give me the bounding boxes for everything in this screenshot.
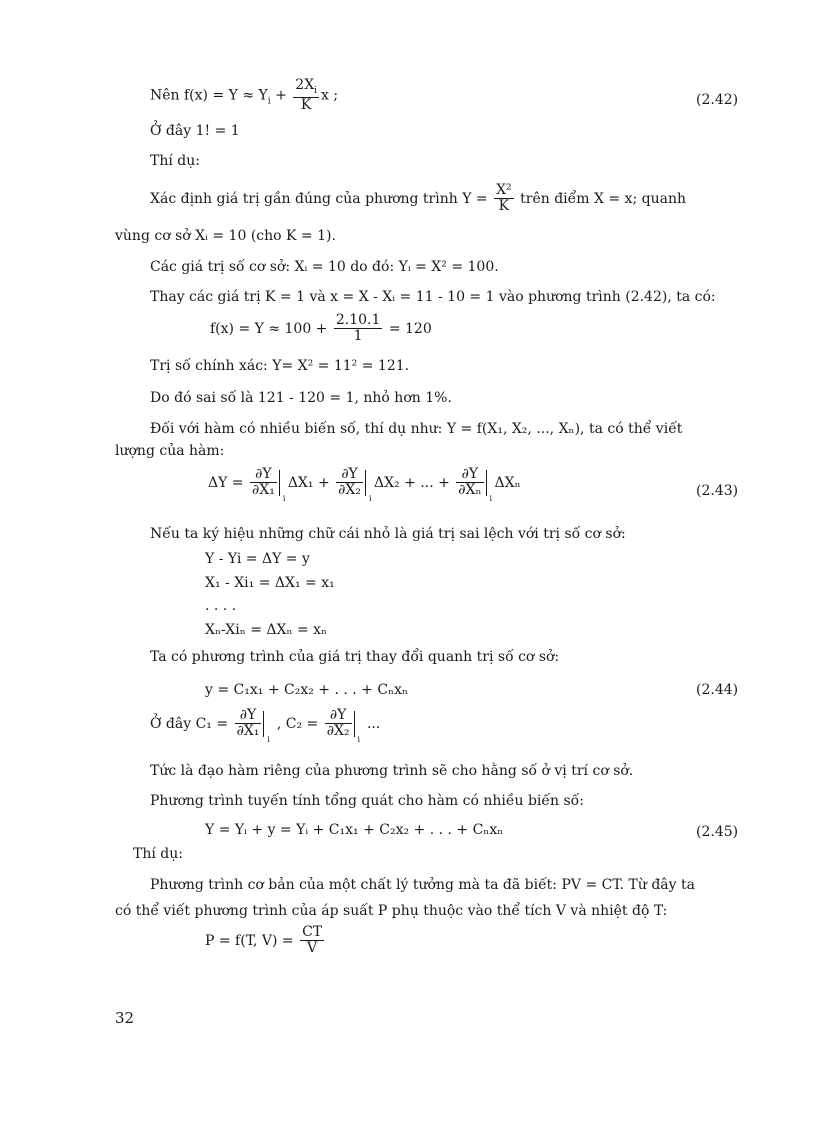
subscript: i <box>267 735 270 745</box>
paragraph-line: Tức là đạo hàm riêng của phương trình sẽ cho hằng số ở vị trí cơ sở. <box>150 763 634 779</box>
frac-num: ∂Y <box>456 467 483 483</box>
frac-den: K <box>498 198 510 215</box>
text-run: trên điểm X = x; quanh <box>515 190 687 207</box>
frac-num: X² <box>496 182 512 198</box>
partial-fraction <box>456 467 483 499</box>
eq-text: , C₂ = <box>272 715 323 732</box>
paragraph-line: Thí dụ: <box>133 846 183 862</box>
equation-2-45: Y = Yᵢ + y = Yᵢ + C₁x₁ + C₂x₂ + . . . + Cₙxₙ <box>205 822 504 838</box>
equation-line <box>210 313 432 345</box>
equation-line: Xₙ-Xiₙ = ΔXₙ = xₙ <box>205 622 328 638</box>
paragraph-line: Thí dụ: <box>150 153 200 169</box>
equation-line: . . . . <box>205 598 237 614</box>
paragraph-line: Phương trình tuyến tính tổng quát cho hàm có nhiều biến số: <box>150 793 584 809</box>
partial-fraction <box>336 467 363 499</box>
equation-line: X₁ - Xi₁ = ΔX₁ = x₁ <box>205 575 335 591</box>
frac-den: 1 <box>353 328 363 345</box>
paragraph-line: Do đó sai số là 121 - 120 = 1, nhỏ hơn 1%. <box>150 390 452 406</box>
paragraph-line: Các giá trị số cơ sở: Xᵢ = 10 do đó: Yᵢ = X² = 100. <box>150 259 499 275</box>
paragraph-line: Nếu ta ký hiệu những chữ cái nhỏ là giá trị sai lệch với trị số cơ sở: <box>150 526 626 542</box>
subscript: i <box>489 494 493 504</box>
fraction <box>494 183 514 215</box>
subscript: i <box>282 494 286 504</box>
equation-2-43 <box>208 466 521 504</box>
equation-line <box>150 707 381 745</box>
subscript: i <box>314 85 318 96</box>
frac-num: ∂Y <box>250 467 277 483</box>
paragraph-line: Trị số chính xác: Y= X² = 11² = 121. <box>150 358 410 374</box>
evaluation-bar <box>263 711 270 745</box>
fraction <box>293 78 319 113</box>
eq-text: x ; <box>321 87 339 104</box>
paragraph-line: Phương trình cơ bản của một chất lý tưởng mà ta đã biết: PV = CT. Từ đây ta <box>150 877 695 893</box>
paragraph-line: lượng của hàm: <box>115 443 225 459</box>
evaluation-bar <box>354 711 361 745</box>
paragraph-line: Đối với hàm có nhiều biến số, thí dụ như: Y = f(X₁, X₂, ..., Xₙ), ta có thể viết <box>150 421 683 437</box>
eq-text: ΔXₙ <box>494 474 521 491</box>
paragraph-line: Ở đây 1! = 1 <box>150 123 240 139</box>
eq-text: Ở đây C₁ = <box>150 715 233 732</box>
frac-num: 2.10.1 <box>335 312 381 328</box>
eq-text: f(x) = Y ≈ 100 + <box>210 320 332 337</box>
subscript: i <box>267 96 271 107</box>
eq-text: = 120 <box>384 320 432 337</box>
text-run: Xác định giá trị gần đúng của phương trình Y = <box>150 190 493 207</box>
frac-den: V <box>307 940 318 957</box>
paragraph-line: vùng cơ sở Xᵢ = 10 (cho K = 1). <box>115 228 336 244</box>
frac-den: K <box>300 96 312 113</box>
eq-text: + <box>270 87 292 104</box>
equation-line: Y - Yi = ΔY = y <box>205 551 310 567</box>
eq-text: ΔY = <box>208 474 248 491</box>
frac-den: ∂X₂ <box>326 723 350 740</box>
eq-text: Nên f(x) = Y ≈ Y <box>150 87 268 104</box>
frac-num: ∂Y <box>235 708 262 724</box>
frac-num: 2X <box>295 77 315 93</box>
frac-den: ∂X₁ <box>251 482 275 499</box>
evaluation-bar <box>365 470 372 504</box>
equation-number: (2.42) <box>696 92 739 108</box>
equation-2-44: y = C₁x₁ + C₂x₂ + . . . + Cₙxₙ <box>205 682 409 698</box>
eq-text: ΔX₁ + <box>287 474 335 491</box>
equation-number: (2.44) <box>696 682 739 698</box>
eq-text: P = f(T, V) = <box>205 932 299 949</box>
subscript: i <box>368 494 372 504</box>
equation-number: (2.45) <box>696 824 739 840</box>
page-number: 32 <box>115 1009 135 1027</box>
frac-den: ∂X₂ <box>338 482 361 499</box>
eq-text: ΔX₂ + ... + <box>373 474 455 491</box>
equation-number: (2.43) <box>696 483 739 499</box>
evaluation-bar <box>279 470 286 504</box>
evaluation-bar <box>486 470 493 504</box>
fraction <box>334 313 383 345</box>
partial-fraction <box>235 708 262 740</box>
frac-num: ∂Y <box>325 708 352 724</box>
paragraph-line: Ta có phương trình của giá trị thay đổi quanh trị số cơ sở: <box>150 649 560 665</box>
partial-fraction <box>325 708 352 740</box>
paragraph-line: Thay các giá trị K = 1 và x = X - Xᵢ = 11 - 10 = 1 vào phương trình (2.42), ta có: <box>150 289 716 305</box>
eq-text: ... <box>362 715 381 732</box>
paragraph-line: có thể viết phương trình của áp suất P phụ thuộc vào thể tích V và nhiệt độ T: <box>115 903 668 919</box>
frac-den: ∂Xₙ <box>458 482 482 499</box>
frac-den: ∂X₁ <box>236 723 260 740</box>
subscript: i <box>357 735 361 745</box>
paragraph-line <box>150 183 686 215</box>
equation-2-42 <box>150 78 338 113</box>
frac-num: ∂Y <box>336 467 363 483</box>
frac-num: CT <box>302 924 323 940</box>
equation-line <box>205 925 326 957</box>
partial-fraction <box>250 467 277 499</box>
fraction <box>300 925 324 957</box>
